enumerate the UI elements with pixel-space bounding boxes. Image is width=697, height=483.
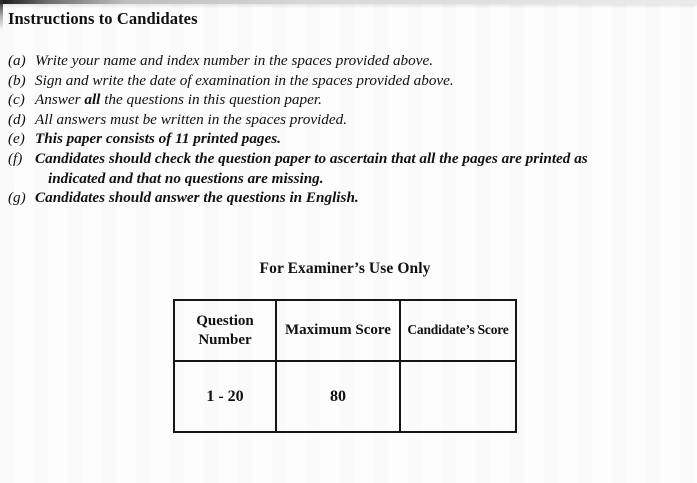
score-table-cell: 1 - 20: [174, 361, 276, 432]
instructions-list: [8, 51, 680, 208]
instruction-marker: (a): [8, 52, 26, 69]
score-table-cell: [400, 361, 516, 432]
score-table-column-header: Question Number: [174, 300, 276, 361]
instruction-item: [8, 129, 680, 149]
instruction-text: This paper consists of 11 printed pages.: [35, 130, 281, 148]
instruction-text: Candidates should check the question paper to ascertain that all the pages are printed as indicated and that no questions are missing.: [35, 149, 588, 187]
score-table-body: [174, 361, 516, 432]
instruction-marker: (g): [8, 189, 26, 207]
instruction-item: [8, 71, 680, 91]
score-table-column-header: Maximum Score: [276, 300, 400, 361]
instruction-item: [8, 188, 680, 208]
score-table-head: [174, 300, 516, 361]
score-table-header-row: [174, 300, 516, 361]
instruction-item: [8, 90, 680, 110]
instruction-text: Candidates should answer the questions in English.: [35, 189, 359, 207]
page-title: Instructions to Candidates: [8, 9, 198, 28]
score-table-cell: 80: [276, 361, 400, 432]
instruction-text: Sign and write the date of examination in the spaces provided above.: [35, 71, 454, 89]
score-table-row: [174, 361, 516, 432]
scan-artifact-left-edge: [0, 0, 3, 30]
instruction-marker: (d): [8, 110, 26, 128]
score-table-column-header: Candidate’s Score: [400, 300, 516, 361]
instruction-item: [8, 51, 680, 71]
examiner-heading: For Examiner’s Use Only: [259, 260, 431, 277]
examiner-score-table: [173, 299, 517, 433]
instruction-marker: (e): [8, 130, 25, 148]
instruction-marker: (b): [8, 71, 26, 89]
instruction-item: [8, 149, 680, 188]
instruction-text: All answers must be written in the spaces provided.: [35, 110, 348, 128]
instruction-text: Write your name and index number in the spaces provided above.: [35, 52, 434, 69]
instruction-marker: (c): [8, 91, 25, 109]
instruction-item: [8, 110, 680, 130]
instruction-text: Answer all the questions in this question paper.: [35, 91, 322, 109]
instruction-marker: (f): [8, 149, 23, 167]
scan-artifact-top-edge: [0, 0, 697, 4]
